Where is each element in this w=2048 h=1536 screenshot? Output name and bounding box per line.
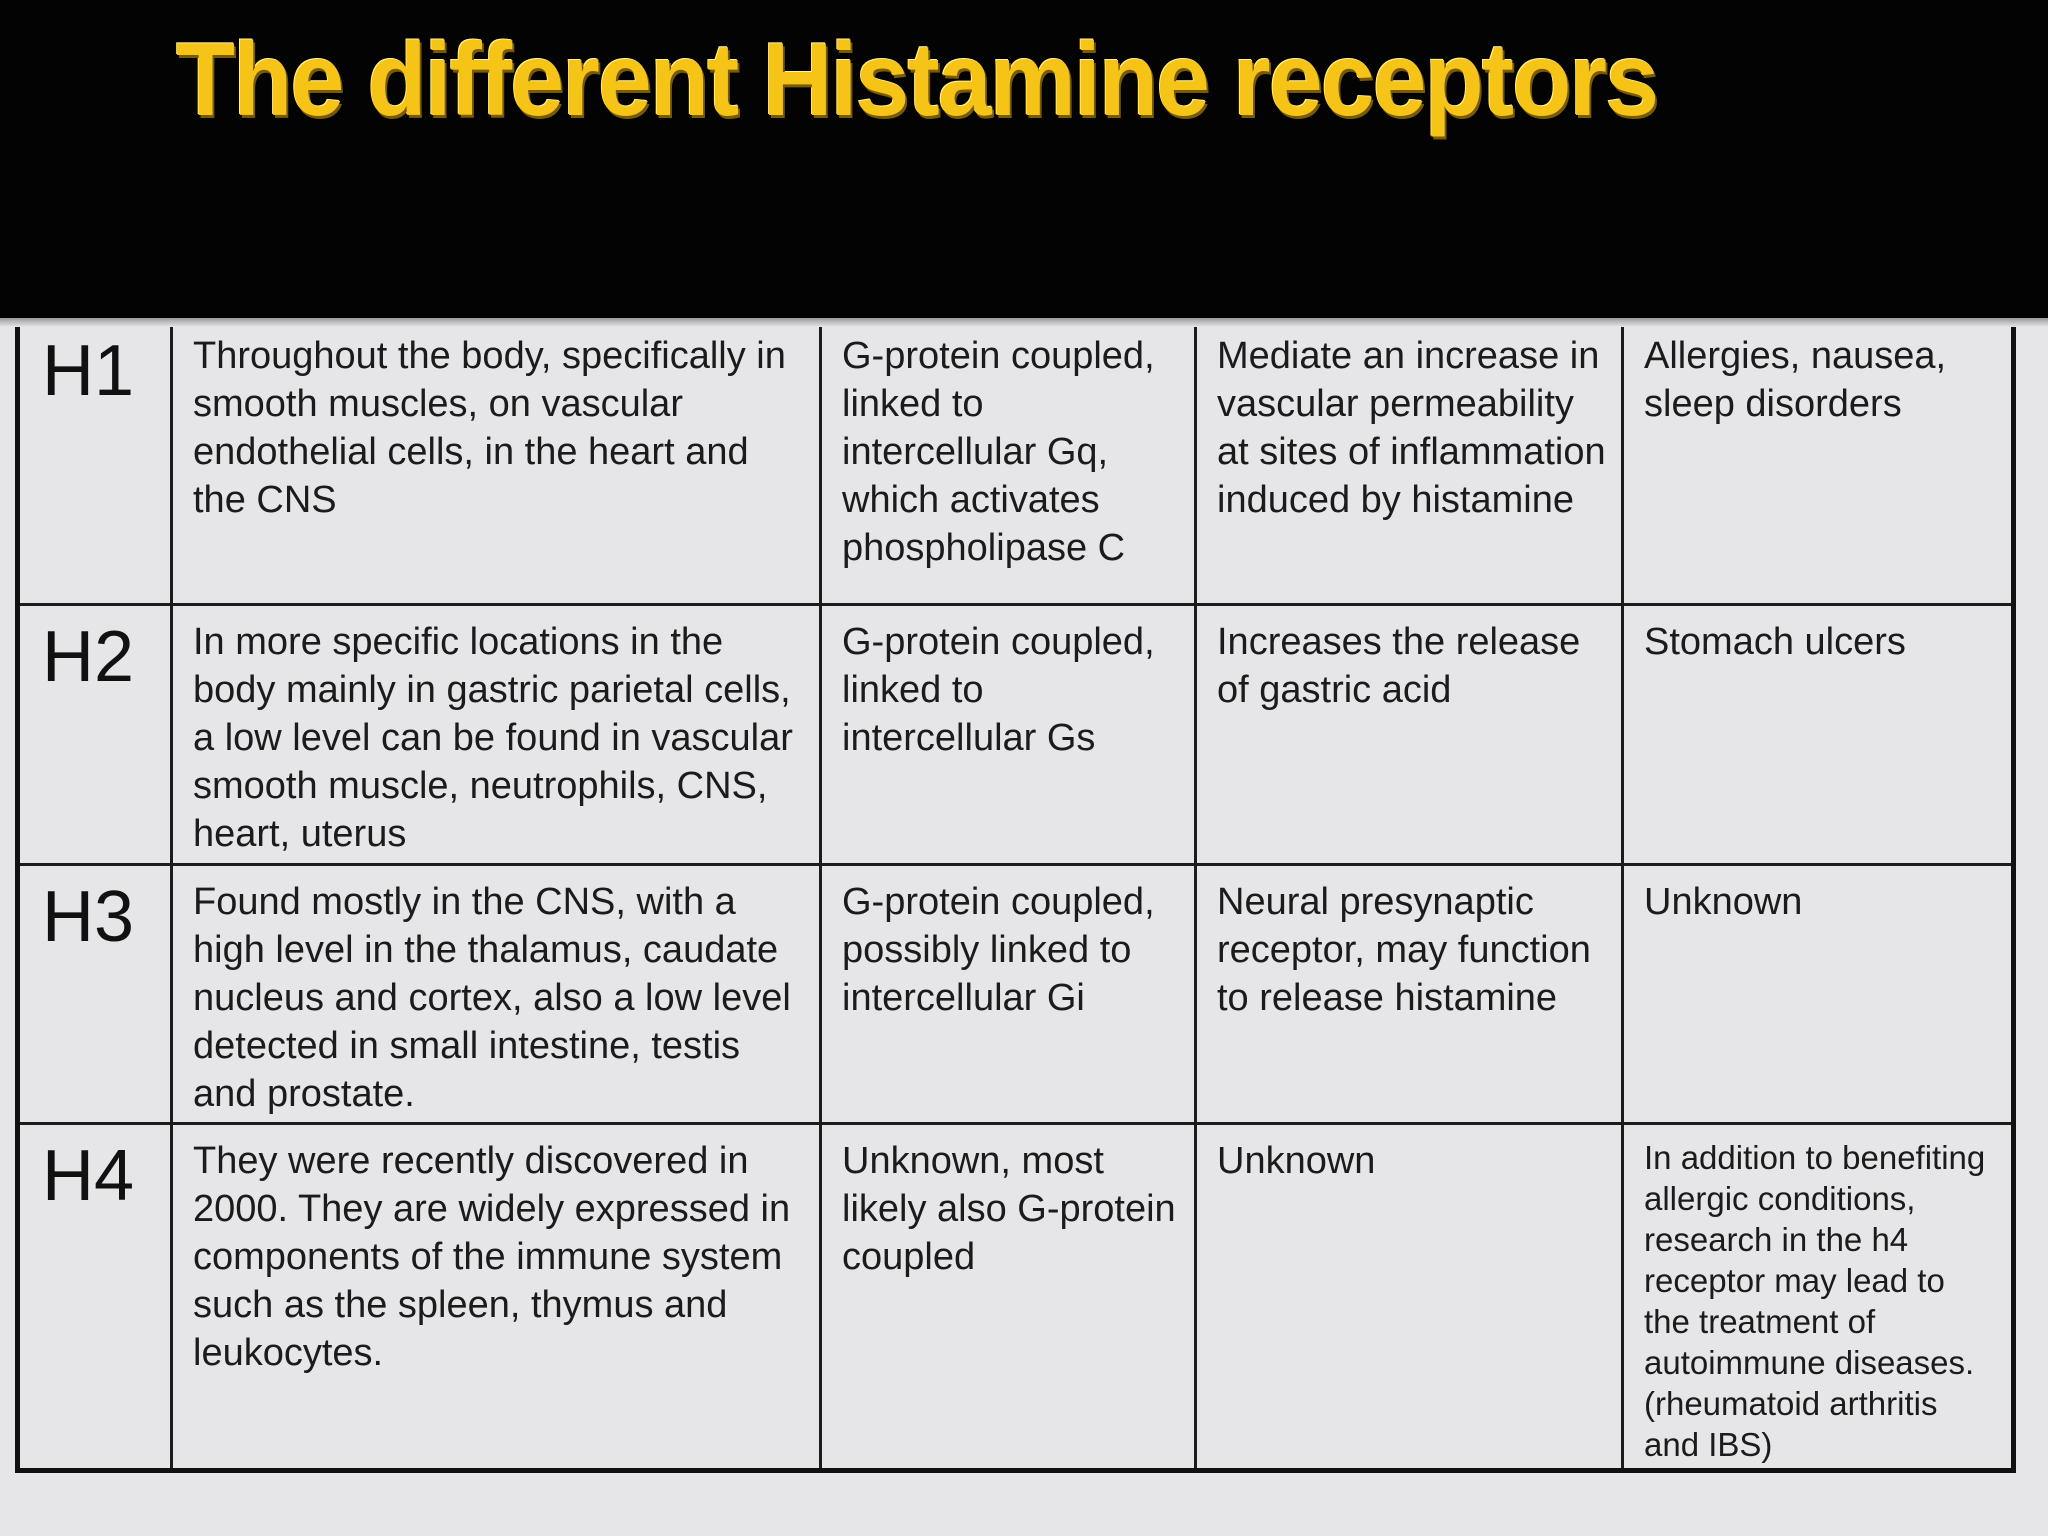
location-cell: In more specific locations in the body mainly in gastric parietal cells, a low level can be found in vascular smooth muscle, neutrophils, CNS, heart, uterus	[172, 605, 821, 865]
location-cell: Throughout the body, specifically in smooth muscles, on vascular endothelial cells, in the heart and the CNS	[172, 248, 821, 605]
receptor-name-cell: H1	[18, 248, 172, 605]
mechanism-cell: G-protein coupled, linked to intercellular Gq, which activates phospholipase C	[821, 248, 1196, 605]
conditions-cell: Unknown	[1623, 865, 2014, 1124]
function-cell: Increases the release of gastric acid	[1196, 605, 1623, 865]
slide-title: The different Histamine receptors	[176, 22, 1658, 138]
conditions-cell: Stomach ulcers	[1623, 605, 2014, 865]
function-cell: Neural presynaptic receptor, may function to release histamine	[1196, 865, 1623, 1124]
function-cell: Unknown	[1196, 1124, 1623, 1471]
conditions-cell: In addition to benefiting allergic conditions, research in the h4 receptor may lead to the treatment of autoimmune diseases. (rheumatoid arthritis and IBS)	[1623, 1124, 2014, 1471]
receptor-name-cell: H3	[18, 865, 172, 1124]
mechanism-cell: G-protein coupled, linked to intercellular Gs	[821, 605, 1196, 865]
location-cell: Found mostly in the CNS, with a high level in the thalamus, caudate nucleus and cortex, also a low level detected in small intestine, testis and prostate.	[172, 865, 821, 1124]
receptor-name-cell: H4	[18, 1124, 172, 1471]
function-cell: Mediate an increase in vascular permeability at sites of inflammation induced by histamine	[1196, 248, 1623, 605]
table-row-h4	[18, 1124, 2014, 1471]
receptor-name-cell: H2	[18, 605, 172, 865]
mechanism-cell: Unknown, most likely also G-protein coupled	[821, 1124, 1196, 1471]
title-divider	[0, 318, 2048, 327]
conditions-cell: Allergies, nausea, sleep disorders	[1623, 248, 2014, 605]
mechanism-cell: G-protein coupled, possibly linked to intercellular Gi	[821, 865, 1196, 1124]
table-row-h2	[18, 605, 2014, 865]
title-bar	[0, 0, 2048, 318]
receptor-table	[15, 245, 2016, 1473]
table-row-h3	[18, 865, 2014, 1124]
location-cell: They were recently discovered in 2000. They are widely expressed in components of the immune system such as the spleen, thymus and leukocytes.	[172, 1124, 821, 1471]
